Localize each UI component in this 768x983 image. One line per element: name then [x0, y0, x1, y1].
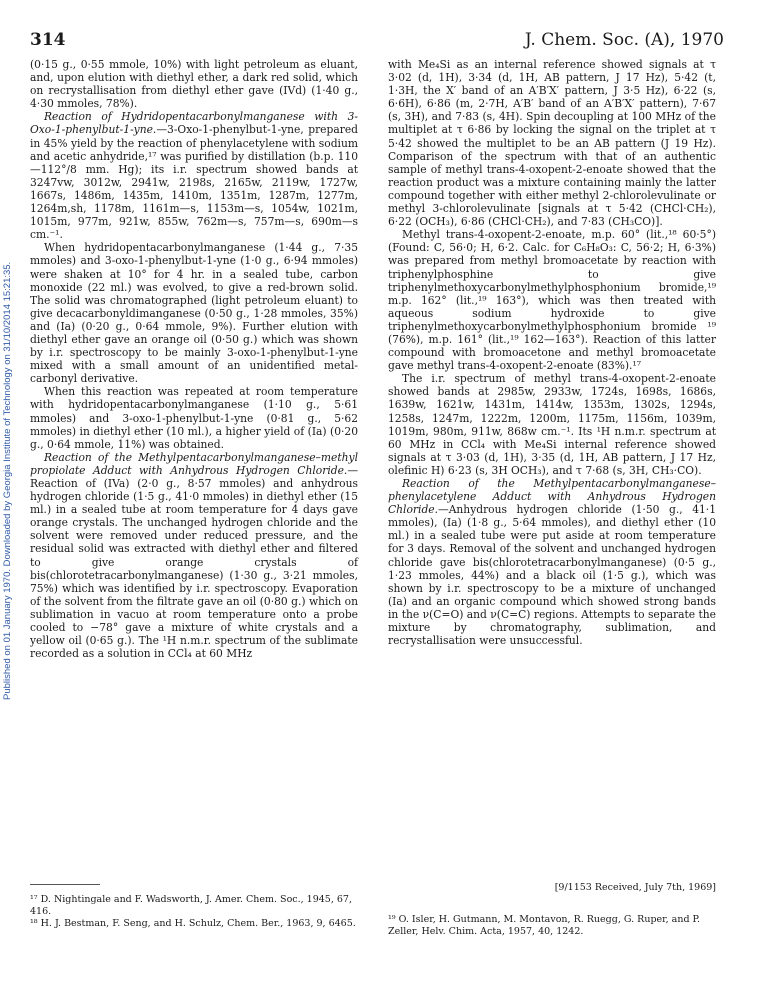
- paragraph: (0·15 g., 0·55 mmole, 10%) with light petroleum as eluant, and, upon elution with diethyl ether, a dark red solid, which on recrystallisation from diethyl ether gave (IVd) (1·40 g., 4·30 mmoles, 78%).: [30, 58, 358, 111]
- paragraph: The i.r. spectrum of methyl trans-4-oxopent-2-enoate showed bands at 2985w, 2933w, 1724s, 1698s, 1686s, 1639w, 1621w, 1431m, 1414w, 1353m, 1302s, 1294s, 1258s, 1247m, 1222m, 1200m, 1175m, 1156m, 1039m, 1019m, 980m, 911w, 868w cm.⁻¹. Its ¹H n.m.r. spectrum at 60 MHz in CCl₄ with Me₄Si internal reference showed signals at τ 3·03 (d, 1H), 3·35 (d, 1H, AB pattern, J 17 Hz, olefinic H) 6·23 (s, 3H OCH₃), and τ 7·68 (s, 3H, CH₃·CO).: [388, 372, 716, 477]
- paragraph: When this reaction was repeated at room temperature with hydridopentacarbonylmanganese (1·10 g., 5·61 mmoles) and 3-oxo-1-phenylbut-1-yne (0·81 g., 5·62 mmoles) in diethyl ether (10 ml.), a higher yield of (Ia) (0·20 g., 0·64 mmole, 11%) was obtained.: [30, 385, 358, 451]
- paragraph: with Me₄Si as an internal reference showed signals at τ 3·02 (d, 1H), 3·34 (d, 1H, AB pattern, J 17 Hz), 5·42 (t, 1·3H, the X′ band of an A′B′X′ pattern, J 3·5 Hz), 6·22 (s, 6·6H), 6·86 (m, 2·7H, A′B′ band of an A′B′X′ pattern), 7·67 (s, 3H), and 7·83 (s, 4H). Spin decoupling at 100 MHz of the multiplet at τ 6·86 by locking the signal on the triplet at τ 5·42 showed the multiplet to be an AB pattern (J 19 Hz). Comparison of the spectrum with that of an authentic sample of methyl trans-4-oxopent-2-enoate showed that the reaction product was a mixture containing mainly the latter compound together with either methyl 2-chlorolevulinate or methyl 3-chlorolevulinate [signals at τ 5·42 (CHCl·CH₂), 6·22 (OCH₃), 6·86 (CHCl·CH₂), and 7·83 (CH₃CO)].: [388, 58, 716, 229]
- section-body: —Anhydrous hydrogen chloride (1·50 g., 41·1 mmoles), (Ia) (1·8 g., 5·64 mmoles), and diethyl ether (10 ml.) in a sealed tube were put aside at room temperature for 3 days. Removal of the solvent and unchanged hydrogen chloride gave bis(chlorotetracarbonylmanganese) (0·5 g., 1·23 mmoles, 44%) and a black oil (1·5 g.), which was shown by i.r. spectroscopy to be a mixture of unchanged (Ia) and an organic compound which showed strong bands in the ν(C=O) and ν(C=C) regions. Attempts to separate the mixture by chromatography, sublimation, and recrystallisation were unsuccessful.: [388, 503, 716, 648]
- footnotes-left: [30, 894, 358, 930]
- section-body: —Reaction of (IVa) (2·0 g., 8·57 mmoles) and anhydrous hydrogen chloride (1·5 g., 41·0 mmoles) in diethyl ether (15 ml.) in a sealed tube at room temperature for 4 days gave orange crystals. The unchanged hydrogen chloride and the solvent were removed under reduced pressure, and the residual solid was extracted with diethyl ether and filtered to give orange crystals of bis(chlorotetracarbonylmanganese) (1·30 g., 3·21 mmoles, 75%) which was identified by i.r. spectroscopy. Evaporation of the solvent from the filtrate gave an oil (0·80 g.) which on sublimation in vacuo at room temperature onto a probe cooled to −78° gave a mixture of white crystals and a yellow oil (0·65 g.). The ¹H n.m.r. spectrum of the sublimate recorded as a solution in CCl₄ at 60 MHz: [30, 463, 358, 661]
- section-heading: Reaction of Hydridopentacarbonylmanganese with 3-Oxo-1-phenylbut-1-yne.: [30, 110, 358, 137]
- section-paragraph: [388, 477, 716, 647]
- received-date: [9/1153 Received, July 7th, 1969]: [554, 882, 716, 893]
- section-paragraph: [30, 110, 358, 241]
- left-column: [30, 58, 358, 660]
- paragraph: When hydridopentacarbonylmanganese (1·44 g., 7·35 mmoles) and 3-oxo-1-phenylbut-1-yne (1·0 g., 6·94 mmoles) were shaken at 10° for 4 hr. in a sealed tube, carbon monoxide (22 ml.) was evolved, to give a red-brown solid. The solid was chromatographed (light petroleum eluant) to give decacarbonyldimanganese (0·50 g., 1·28 mmoles, 35%) and (Ia) (0·20 g., 0·64 mmole, 9%). Further elution with diethyl ether gave an orange oil (0·50 g.) which was shown by i.r. spectroscopy to be mainly 3-oxo-1-phenylbut-1-yne mixed with a small amount of an unidentified metal-carbonyl derivative.: [30, 241, 358, 386]
- section-heading: Reaction of the Methylpentacarbonylmanganese–phenylacetylene Adduct with Anhydrous Hydrogen Chloride.: [388, 477, 716, 517]
- footnote: ¹⁷ D. Nightingale and F. Wadsworth, J. Amer. Chem. Soc., 1945, 67, 416.: [30, 894, 352, 917]
- footnote-divider: [30, 884, 100, 885]
- right-column: [388, 58, 716, 647]
- paragraph: Methyl trans-4-oxopent-2-enoate, m.p. 60° (lit.,¹⁸ 60·5°) (Found: C, 56·0; H, 6·2. Calc. for C₆H₈O₃: C, 56·2; H, 6·3%) was prepared from methyl bromoacetate by reaction with triphenylphosphine to give triphenylmethoxycarbonylmethylphosphonium bromide,¹⁹ m.p. 162° (lit.,¹⁹ 163°), which was then treated with aqueous sodium hydroxide to give triphenylmethoxycarbonylmethylphosphonium bromide ¹⁹ (76%), m.p. 161° (lit.,¹⁹ 162—163°). Reaction of this latter compound with bromoacetone and methyl bromoacetate gave methyl trans-4-oxopent-2-enoate (83%).¹⁷: [388, 228, 716, 373]
- section-heading: Reaction of the Methylpentacarbonylmanganese–methyl propiolate Adduct with Anhydrous Hydrogen Chloride.: [30, 450, 358, 477]
- footnote: ¹⁹ O. Isler, H. Gutmann, M. Montavon, R. Ruegg, G. Ruper, and P. Zeller, Helv. Chim. Acta, 1957, 40, 1242.: [388, 914, 701, 937]
- footnotes-right: [388, 914, 716, 938]
- section-body: —3-Oxo-1-phenylbut-1-yne, prepared in 45% yield by the reaction of phenylacetylene with sodium and acetic anhydride,¹⁷ was purified by distillation (b.p. 110—112°/8 mm. Hg); its i.r. spectrum showed bands at 3247vw, 3012w, 2941w, 2198s, 2165w, 2119w, 1727w, 1667s, 1486m, 1435m, 1410m, 1351m, 1287m, 1277m, 1264m,sh, 1178m, 1161m—s, 1153m—s, 1054w, 1021m, 1015m, 977m, 921w, 855w, 762m—s, 757m—s, 690m—s cm.⁻¹.: [30, 123, 358, 242]
- section-paragraph: [30, 451, 358, 661]
- journal-header: J. Chem. Soc. (A), 1970: [524, 30, 724, 50]
- download-notice-link[interactable]: Published on 01 January 1970. Downloaded by Georgia Institute of Technology on 31/10/2014 15:21:35.: [2, 261, 13, 700]
- page-number: 314: [30, 30, 66, 50]
- footnote: ¹⁸ H. J. Bestman, F. Seng, and H. Schulz, Chem. Ber., 1963, 9, 6465.: [30, 918, 356, 929]
